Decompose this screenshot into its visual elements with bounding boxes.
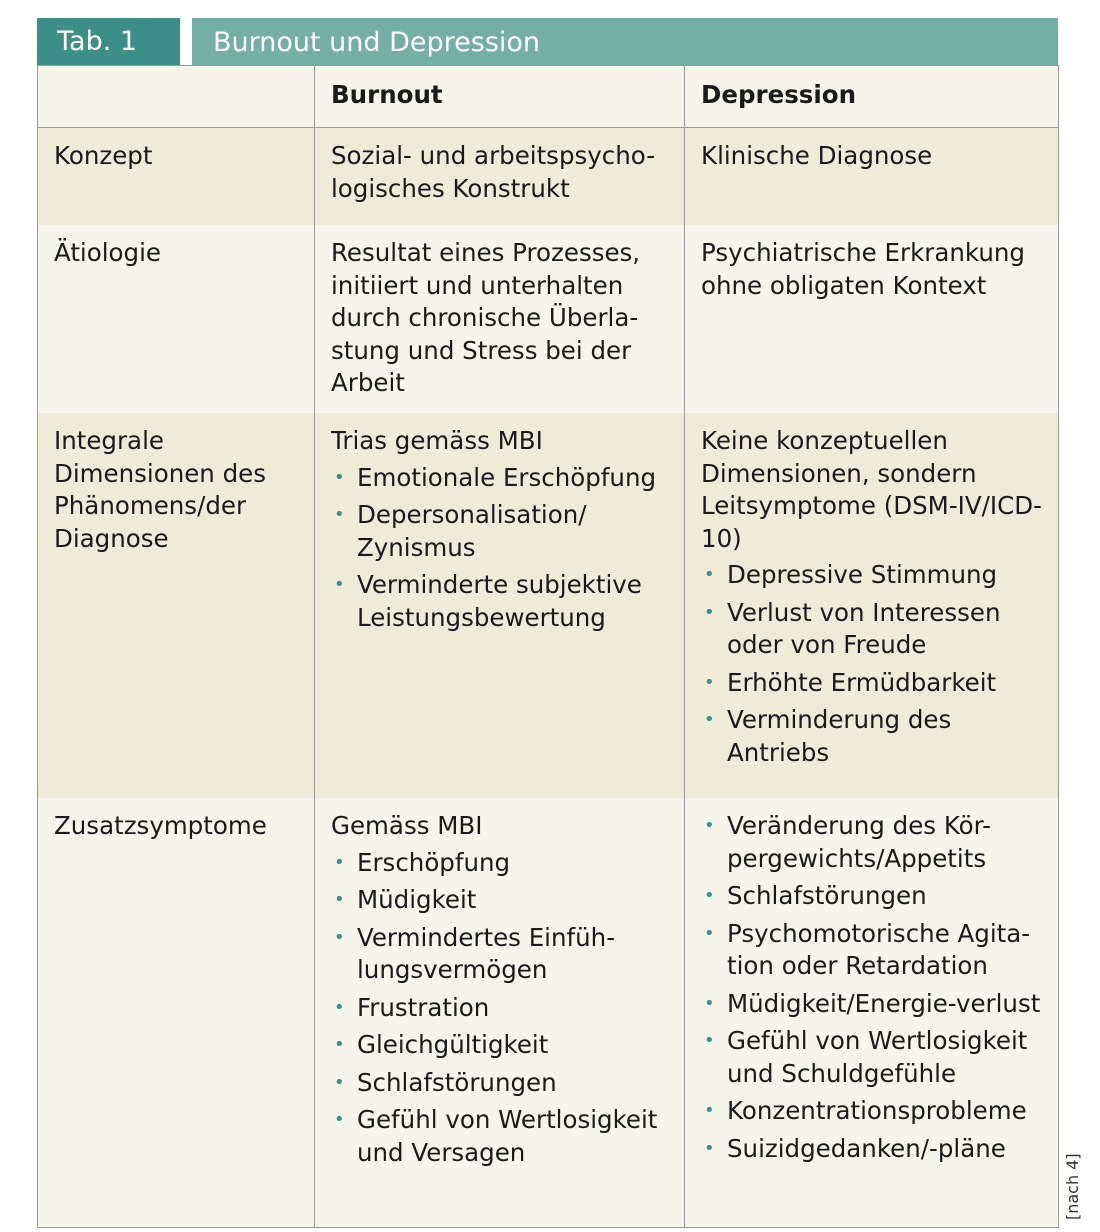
list-item	[331, 847, 670, 880]
burnout-cell	[315, 798, 685, 1228]
table-frame	[37, 18, 1058, 1225]
list-item-text: Müdigkeit/Energie-verlust	[727, 988, 1041, 1018]
list-item-text: Müdigkeit	[357, 885, 477, 914]
cell-text: Gemäss MBI	[331, 811, 483, 840]
bullet-icon: •	[704, 709, 715, 730]
bullet-icon: •	[334, 574, 345, 595]
bullet-list	[331, 462, 670, 635]
list-item-text: Psychomotorische Agita-tion oder Retardation	[727, 918, 1031, 980]
cell-text: Keine konzeptuellen Dimensionen, sondern Leitsymptome (DSM-IV/ICD-10)	[701, 426, 1042, 553]
bullet-list	[701, 559, 1044, 769]
burnout-cell	[315, 413, 685, 798]
depression-cell	[685, 413, 1059, 798]
bullet-icon: •	[334, 1109, 345, 1130]
list-item-text: Vermindertes Einfüh-lungsvermögen	[357, 922, 616, 984]
bullet-icon: •	[334, 504, 345, 525]
cell-text: Resultat eines Prozesses, initiiert und unterhalten durch chronische Überla-stung und Stress bei der Arbeit	[331, 238, 641, 397]
bullet-icon: •	[334, 851, 345, 873]
list-item-text: Schlafstörungen	[357, 1067, 557, 1097]
bullet-list	[331, 847, 670, 1170]
row-label: Zusatzsymptome	[38, 798, 315, 1228]
depression-cell	[685, 128, 1059, 226]
burnout-cell	[315, 128, 685, 226]
depression-cell	[685, 225, 1059, 413]
header-depression: Depression	[685, 66, 1059, 128]
bullet-list	[701, 810, 1044, 1165]
bullet-icon: •	[704, 815, 715, 836]
bullet-icon: •	[704, 922, 715, 944]
cell-text: Trias gemäss MBI	[331, 426, 543, 455]
list-item	[701, 667, 1044, 700]
list-item-text: Gefühl von Wertlosigkeit und Schuldgefühle	[727, 1026, 1028, 1088]
list-item-text: Verminderte subjektive Leistungsbewertung	[357, 570, 642, 632]
title-bar	[37, 18, 1058, 65]
list-item	[331, 992, 670, 1025]
list-item	[701, 918, 1044, 983]
list-item-text: Schlafstörungen	[727, 881, 927, 910]
row-label: Konzept	[38, 128, 315, 226]
table-row	[38, 413, 1059, 798]
bullet-icon: •	[334, 466, 345, 488]
bullet-icon: •	[704, 564, 715, 585]
list-item-text: Erhöhte Ermüdbarkeit	[727, 667, 997, 697]
row-label: Ätiologie	[38, 225, 315, 413]
bullet-icon: •	[704, 671, 715, 693]
list-item-text: Gleichgültigkeit	[357, 1030, 549, 1059]
bullet-icon: •	[704, 601, 715, 623]
list-item	[331, 922, 670, 987]
bullet-icon: •	[704, 1030, 715, 1051]
list-item-text: Verminderung des Antriebs	[727, 705, 952, 767]
burnout-cell	[315, 225, 685, 413]
list-item-text: Konzentrationsprobleme	[727, 1096, 1027, 1125]
table-row	[38, 798, 1059, 1228]
comparison-table	[37, 65, 1059, 1228]
cell-text: Psychiatrische Erkrankung ohne obligaten Kontext	[701, 238, 1025, 300]
list-item	[701, 880, 1044, 913]
list-item	[701, 1025, 1044, 1090]
header-row	[38, 66, 1059, 128]
row-label: Integrale Dimensionen des Phänomens/der Diagnose	[38, 413, 315, 798]
bullet-icon: •	[704, 1137, 715, 1159]
header-empty	[38, 66, 315, 128]
table-row	[38, 128, 1059, 226]
bullet-icon: •	[334, 996, 345, 1018]
list-item-text: Frustration	[357, 992, 490, 1022]
list-item	[701, 559, 1044, 592]
list-item-text: Verlust von Interessen oder von Freude	[727, 597, 1001, 659]
list-item	[701, 1133, 1044, 1166]
bullet-icon: •	[704, 992, 715, 1014]
list-item-text: Gefühl von Wertlosigkeit und Versagen	[357, 1105, 658, 1167]
list-item	[331, 1029, 670, 1062]
cell-text: Sozial- und arbeitspsycho-logisches Konstrukt	[331, 141, 656, 203]
table-number: Tab. 1	[37, 18, 180, 65]
list-item-text: Depersonalisation/ Zynismus	[357, 500, 587, 562]
list-item	[701, 704, 1044, 769]
list-item	[701, 810, 1044, 875]
list-item	[331, 884, 670, 917]
source-note: [nach 4]	[1063, 1153, 1082, 1220]
list-item	[331, 1104, 670, 1169]
table-title: Burnout und Depression	[192, 18, 1058, 65]
bullet-icon: •	[334, 1034, 345, 1055]
list-item	[701, 1095, 1044, 1128]
table-row	[38, 225, 1059, 413]
depression-cell	[685, 798, 1059, 1228]
bullet-icon: •	[334, 926, 345, 948]
bullet-icon: •	[334, 889, 345, 910]
list-item	[331, 499, 670, 564]
list-item	[331, 462, 670, 495]
list-item-text: Depressive Stimmung	[727, 560, 998, 589]
list-item-text: Emotionale Erschöpfung	[357, 462, 657, 492]
list-item	[701, 988, 1044, 1021]
list-item-text: Erschöpfung	[357, 847, 511, 877]
list-item	[701, 597, 1044, 662]
list-item-text: Suizidgedanken/-pläne	[727, 1133, 1006, 1163]
bullet-icon: •	[334, 1071, 345, 1093]
header-burnout: Burnout	[315, 66, 685, 128]
bullet-icon: •	[704, 1100, 715, 1121]
bullet-icon: •	[704, 885, 715, 906]
list-item	[331, 569, 670, 634]
list-item	[331, 1067, 670, 1100]
cell-text: Klinische Diagnose	[701, 141, 933, 170]
list-item-text: Veränderung des Kör-pergewichts/Appetits	[727, 811, 991, 873]
